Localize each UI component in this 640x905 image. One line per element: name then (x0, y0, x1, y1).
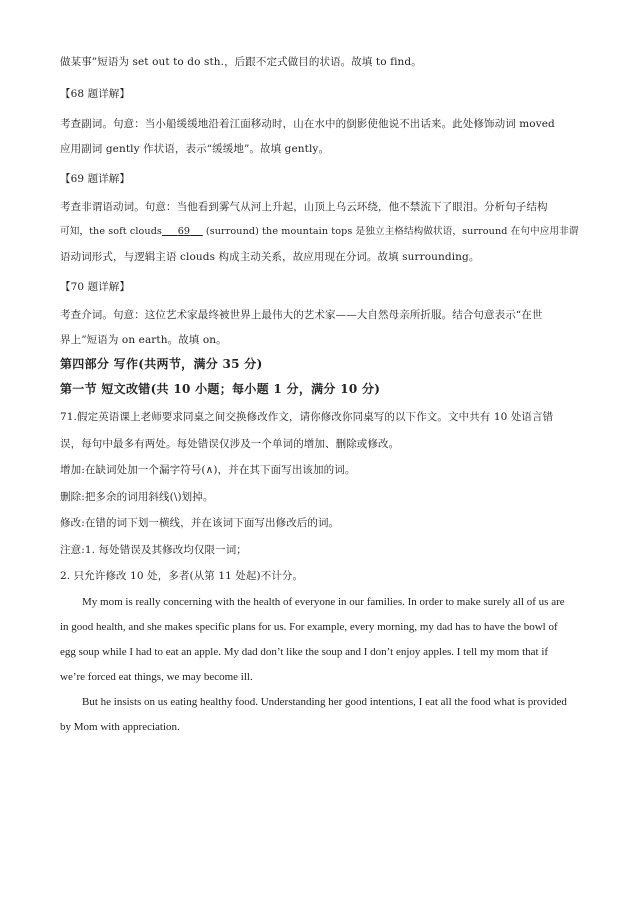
question-69-explanation-line-3: 语动词形式，与逻辑主语 clouds 构成主动关系，故应用现在分词。故填 surrounding。 (60, 251, 480, 263)
instructions-delete: 删除:把多余的词用斜线(\)划掉。 (60, 491, 214, 503)
question-70-explanation-line-2: 界上”短语为 on earth。故填 on。 (60, 334, 227, 346)
part-four-heading: 第四部分 写作(共两节，满分 35 分) (60, 357, 263, 371)
essay-line-4: we’re forced eat things, we may become ill. (60, 671, 253, 683)
essay-line-3: egg soup while I had to eat an apple. My dad don’t like the soup and I don’t enjoy apples. I tell my mom that if (60, 646, 549, 658)
line-segment-start: 可知，the soft clouds (60, 226, 162, 237)
instructions-line-2: 误，每句中最多有两处。每处错误仅涉及一个单词的增加、删除或修改。 (60, 438, 400, 450)
essay-line-6: by Mom with appreciation. (60, 721, 180, 733)
line-segment-end: (surround) the mountain tops 是独立主格结构做状语，surround 在句中应用非谓 (205, 226, 579, 237)
essay-line-2: in good health, and she makes specific plans for us. For example, every morning, my dad has to have the bowl of (60, 621, 558, 633)
instructions-note-2: 2. 只允许修改 10 处，多者(从第 11 处起)不计分。 (60, 570, 304, 582)
essay-line-5: But he insists on us eating healthy food. Understanding her good intentions, I eat all the food what is provided (82, 696, 567, 708)
question-70-explanation-line-1: 考查介词。句意：这位艺术家最终被世界上最伟大的艺术家——大自然母亲所折服。结合句意表示“在世 (60, 309, 543, 321)
question-70-heading: 【70 题详解】 (60, 281, 130, 293)
question-68-explanation-line-1: 考查副词。句意：当小船缓缓地沿着江面移动时，山在水中的倒影使他说不出话来。此处修饰动词 moved (60, 118, 555, 130)
question-69-explanation-line-1: 考查非谓语动词。句意：当他看到雾气从河上升起，山顶上乌云环绕，他不禁流下了眼泪。分析句子结构 (60, 201, 548, 213)
essay-line-1: My mom is really concerning with the health of everyone in our families. In order to make surely all of us are (82, 596, 565, 608)
question-68-explanation-line-2: 应用副词 gently 作状语，表示“缓缓地”。故填 gently。 (60, 143, 330, 155)
blank-number-69: 69 (177, 226, 191, 237)
instructions-add: 增加:在缺词处加一个漏字符号(∧)，并在其下面写出该加的词。 (60, 464, 356, 476)
question-69-explanation-line-2 (60, 225, 580, 239)
question-68-heading: 【68 题详解】 (60, 88, 130, 100)
answer-68-explanation-end: 做某事”短语为 set out to do sth.，后跟不定式做目的状语。故填 to find。 (60, 56, 422, 68)
instructions-modify: 修改:在错的词下划一横线，并在该词下面写出修改后的词。 (60, 517, 340, 529)
instructions-note-1: 注意:1. 每处错误及其修改均仅限一词； (60, 544, 247, 556)
question-69-heading: 【69 题详解】 (60, 173, 130, 185)
section-one-heading: 第一节 短文改错(共 10 小题；每小题 1 分，满分 10 分) (60, 382, 381, 396)
instructions-line-1: 71.假定英语课上老师要求同桌之间交换修改作文，请你修改你同桌写的以下作文。文中共有 10 处语言错 (60, 411, 554, 423)
